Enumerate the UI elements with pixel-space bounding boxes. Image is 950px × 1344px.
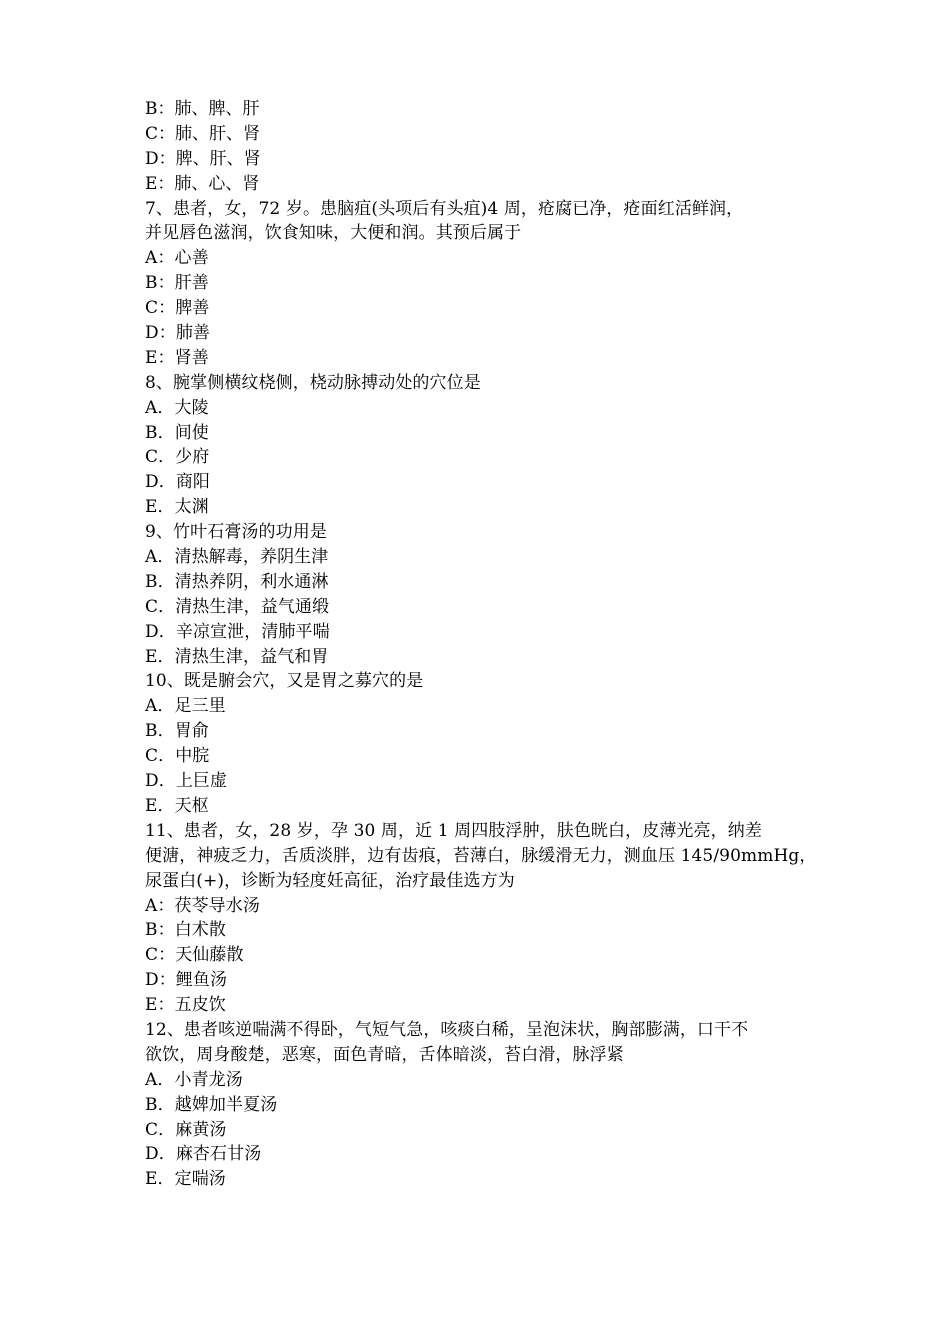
option-d: D．辛凉宣泄，清肺平喘 (145, 621, 330, 642)
question-stem: 7、患者，女，72 岁。患脑疽(头项后有头疽)4 周，疮腐已净，疮面红活鲜润， (145, 198, 744, 219)
question-stem: 欲饮，周身酸楚，恶寒，面色青暗，舌体暗淡，苔白滑，脉浮紧 (145, 1044, 624, 1065)
option-b: B．清热养阴，利水通淋 (145, 571, 329, 592)
question-stem: 10、既是腑会穴，又是胃之募穴的是 (145, 671, 424, 692)
previous-question-options (145, 97, 820, 197)
option-a: A．小青龙汤 (145, 1069, 243, 1090)
question-9 (145, 520, 820, 669)
option-a: A．足三里 (145, 696, 226, 717)
question-stem: 并见唇色滋润，饮食知味，大便和润。其预后属于 (145, 223, 522, 244)
question-10 (145, 669, 820, 818)
question-stem: 11、患者，女，28 岁，孕 30 周，近 1 周四肢浮肿，肤色晄白，皮薄光亮，纳差 (145, 820, 762, 841)
option-e: E．定喘汤 (145, 1169, 226, 1190)
option-c: C：天仙藤散 (145, 945, 244, 966)
option-c: C：肺、肝、肾 (145, 123, 261, 144)
question-8 (145, 371, 820, 520)
option-e: E：肾善 (145, 347, 209, 368)
option-e: E：五皮饮 (145, 995, 226, 1016)
option-c: C：脾善 (145, 298, 210, 319)
question-7 (145, 197, 820, 371)
option-e: E．太渊 (145, 497, 209, 518)
option-a: A．大陵 (145, 397, 209, 418)
question-stem: 8、腕掌侧横纹桡侧，桡动脉搏动处的穴位是 (145, 372, 481, 393)
option-d: D．麻杏石甘汤 (145, 1144, 262, 1165)
option-a: A：心善 (145, 248, 209, 269)
option-b: B．越婢加半夏汤 (145, 1094, 278, 1115)
option-c: C．清热生津，益气通缎 (145, 596, 330, 617)
option-d: D：肺善 (145, 323, 211, 344)
document-page (145, 97, 820, 1192)
option-d: D．上巨虚 (145, 771, 228, 792)
option-c: C．少府 (145, 447, 210, 468)
option-d: D：鲤鱼汤 (145, 970, 228, 991)
option-c: C．麻黄汤 (145, 1119, 227, 1140)
option-a: A．清热解毒，养阴生津 (145, 547, 329, 568)
option-e: E．清热生津，益气和胃 (145, 646, 329, 667)
option-b: B．间使 (145, 422, 209, 443)
option-b: B：白术散 (145, 920, 226, 941)
option-b: B：肺、脾、肝 (145, 99, 260, 119)
option-b: B：肝善 (145, 273, 209, 294)
question-stem: 便溏，神疲乏力，舌质淡胖，边有齿痕，苔薄白，脉缓滑无力，测血压 145/90mmHg， (145, 845, 817, 866)
question-12 (145, 1018, 820, 1192)
question-stem: 12、患者咳逆喘满不得卧，气短气急，咳痰白稀，呈泡沫状，胸部膨满，口干不 (145, 1019, 749, 1040)
option-c: C．中脘 (145, 746, 210, 767)
option-a: A：茯苓导水汤 (145, 895, 260, 916)
option-b: B．胃俞 (145, 721, 209, 742)
option-e: E．天枢 (145, 795, 209, 816)
question-stem: 尿蛋白(+)，诊断为轻度妊高征，治疗最佳选方为 (145, 870, 515, 891)
option-d: D．商阳 (145, 472, 211, 493)
question-11 (145, 819, 820, 1018)
question-stem: 9、竹叶石膏汤的功用是 (145, 522, 327, 543)
option-e: E：肺、心、肾 (145, 173, 260, 194)
option-d: D：脾、肝、肾 (145, 148, 261, 169)
